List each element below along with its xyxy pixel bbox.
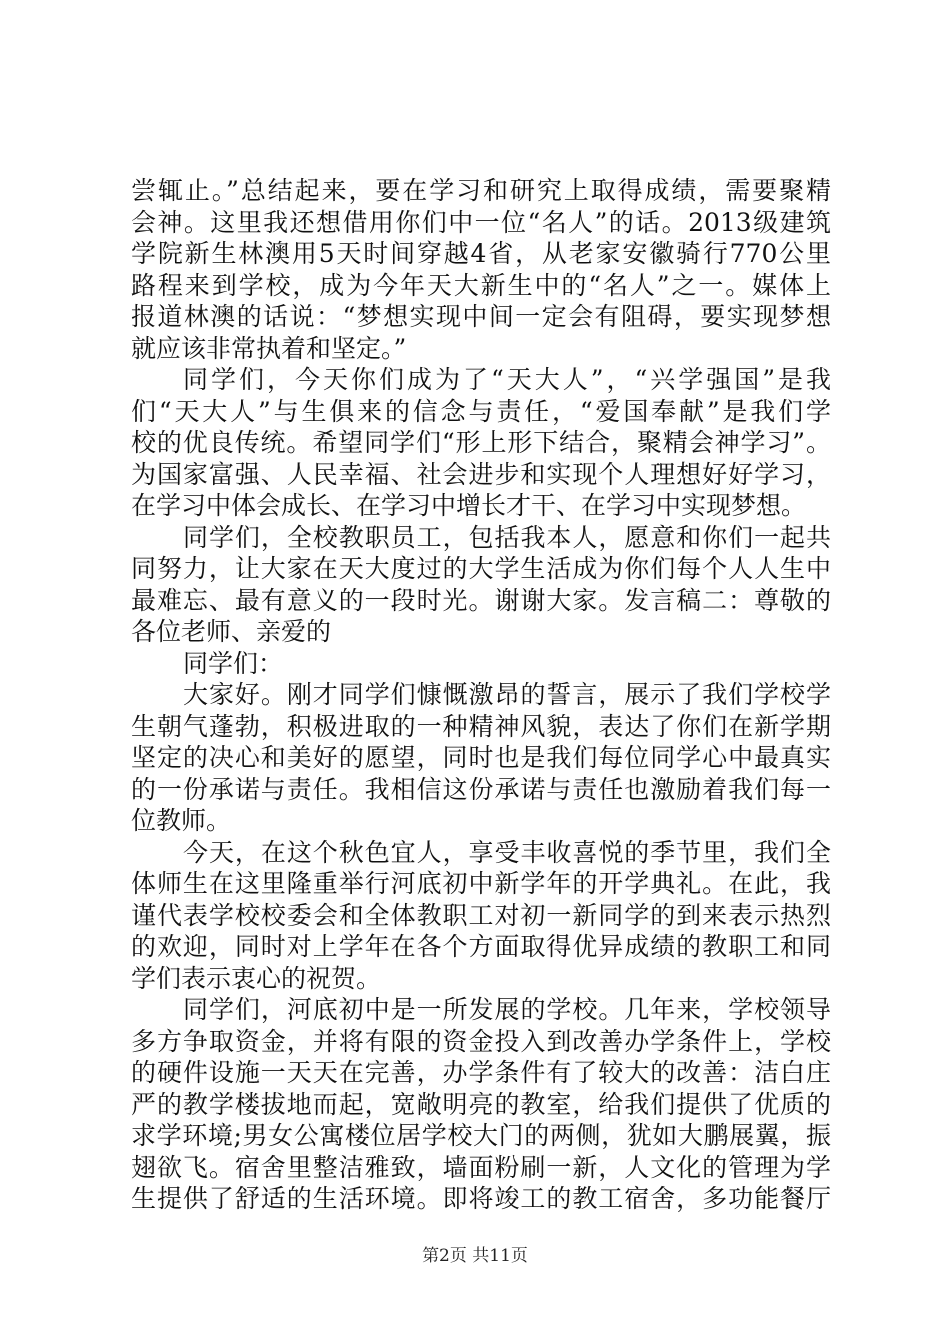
text-line: 同学们，全校教职员工，包括我本人，愿意和你们一起共 — [183, 522, 831, 552]
text-line: 同学们，河底初中是一所发展的学校。几年来，学校领导 — [183, 995, 831, 1024]
text-line: 会神。这里我还想借用你们中一位“名人”的话。2013级建筑 — [131, 207, 831, 237]
text-line: 位教师。 — [131, 806, 232, 835]
text-line: 严的教学楼拔地而起，宽敞明亮的教室，给我们提供了优质的 — [131, 1089, 831, 1119]
text-line: 学院新生林澳用5天时间穿越4省，从老家安徽骑行770公里 — [131, 239, 831, 268]
text-line: 今天，在这个秋色宜人，享受丰收喜悦的季节里，我们全 — [183, 837, 831, 867]
text-line: 在学习中体会成长、在学习中增长才干、在学习中实现梦想。 — [131, 491, 807, 520]
text-line: 生提供了舒适的生活环境。即将竣工的教工宿舍，多功能餐厅 — [131, 1184, 831, 1213]
text-line: 大家好。刚才同学们慷慨激昂的誓言，展示了我们学校学 — [183, 680, 831, 709]
text-line: 同努力，让大家在天大度过的大学生活成为你们每个人人生中 — [131, 554, 831, 583]
text-line: 为国家富强、人民幸福、社会进步和实现个人理想好好学习， — [131, 459, 831, 489]
text-line: 多方争取资金，并将有限的资金投入到改善办学条件上，学校 — [131, 1026, 831, 1056]
text-line: 路程来到学校，成为今年天大新生中的“名人”之一。媒体上 — [131, 270, 831, 300]
text-line: 同学们，今天你们成为了“天大人”，“兴学强国”是我 — [183, 365, 831, 394]
text-line: 翅欲飞。宿舍里整洁雅致，墙面粉刷一新，人文化的管理为学 — [131, 1152, 831, 1182]
page-number-footer: 第2页 共11页 — [422, 1246, 528, 1266]
text-line: 坚定的决心和美好的愿望，同时也是我们每位同学心中最真实 — [131, 743, 831, 772]
text-line: 校的优良传统。希望同学们“形上形下结合，聚精会神学习”。 — [131, 428, 831, 457]
text-line: 体师生在这里隆重举行河底初中新学年的开学典礼。在此，我 — [131, 869, 831, 898]
text-line: 谨代表学校校委会和全体教职工对初一新同学的到来表示热烈 — [131, 900, 831, 930]
text-line: 生朝气蓬勃，积极进取的一种精神风貌，表达了你们在新学期 — [131, 711, 831, 741]
text-line: 的硬件设施一天天在完善，办学条件有了较大的改善：洁白庄 — [131, 1058, 831, 1087]
text-line: 求学环境;男女公寓楼位居学校大门的两侧，犹如大鹏展翼，振 — [131, 1121, 831, 1150]
text-line: 的欢迎，同时对上学年在各个方面取得优异成绩的教职工和同 — [131, 932, 831, 961]
text-line: 各位老师、亲爱的 — [131, 617, 332, 646]
text-line: 们“天大人”与生俱来的信念与责任，“爱国奉献”是我们学 — [131, 396, 831, 426]
text-line: 的一份承诺与责任。我相信这份承诺与责任也激励着我们每一 — [131, 774, 831, 804]
document-body — [131, 175, 831, 1215]
text-line: 同学们： — [183, 648, 284, 678]
text-line: 尝辄止。”总结起来，要在学习和研究上取得成绩，需要聚精 — [131, 176, 831, 205]
text-line: 报道林澳的话说：“梦想实现中间一定会有阻碍，要实现梦想 — [131, 302, 831, 331]
text-line: 学们表示衷心的祝贺。 — [131, 963, 382, 993]
text-line: 就应该非常执着和坚定。” — [131, 333, 407, 363]
text-line: 最难忘、最有意义的一段时光。谢谢大家。发言稿二：尊敬的 — [131, 585, 831, 615]
